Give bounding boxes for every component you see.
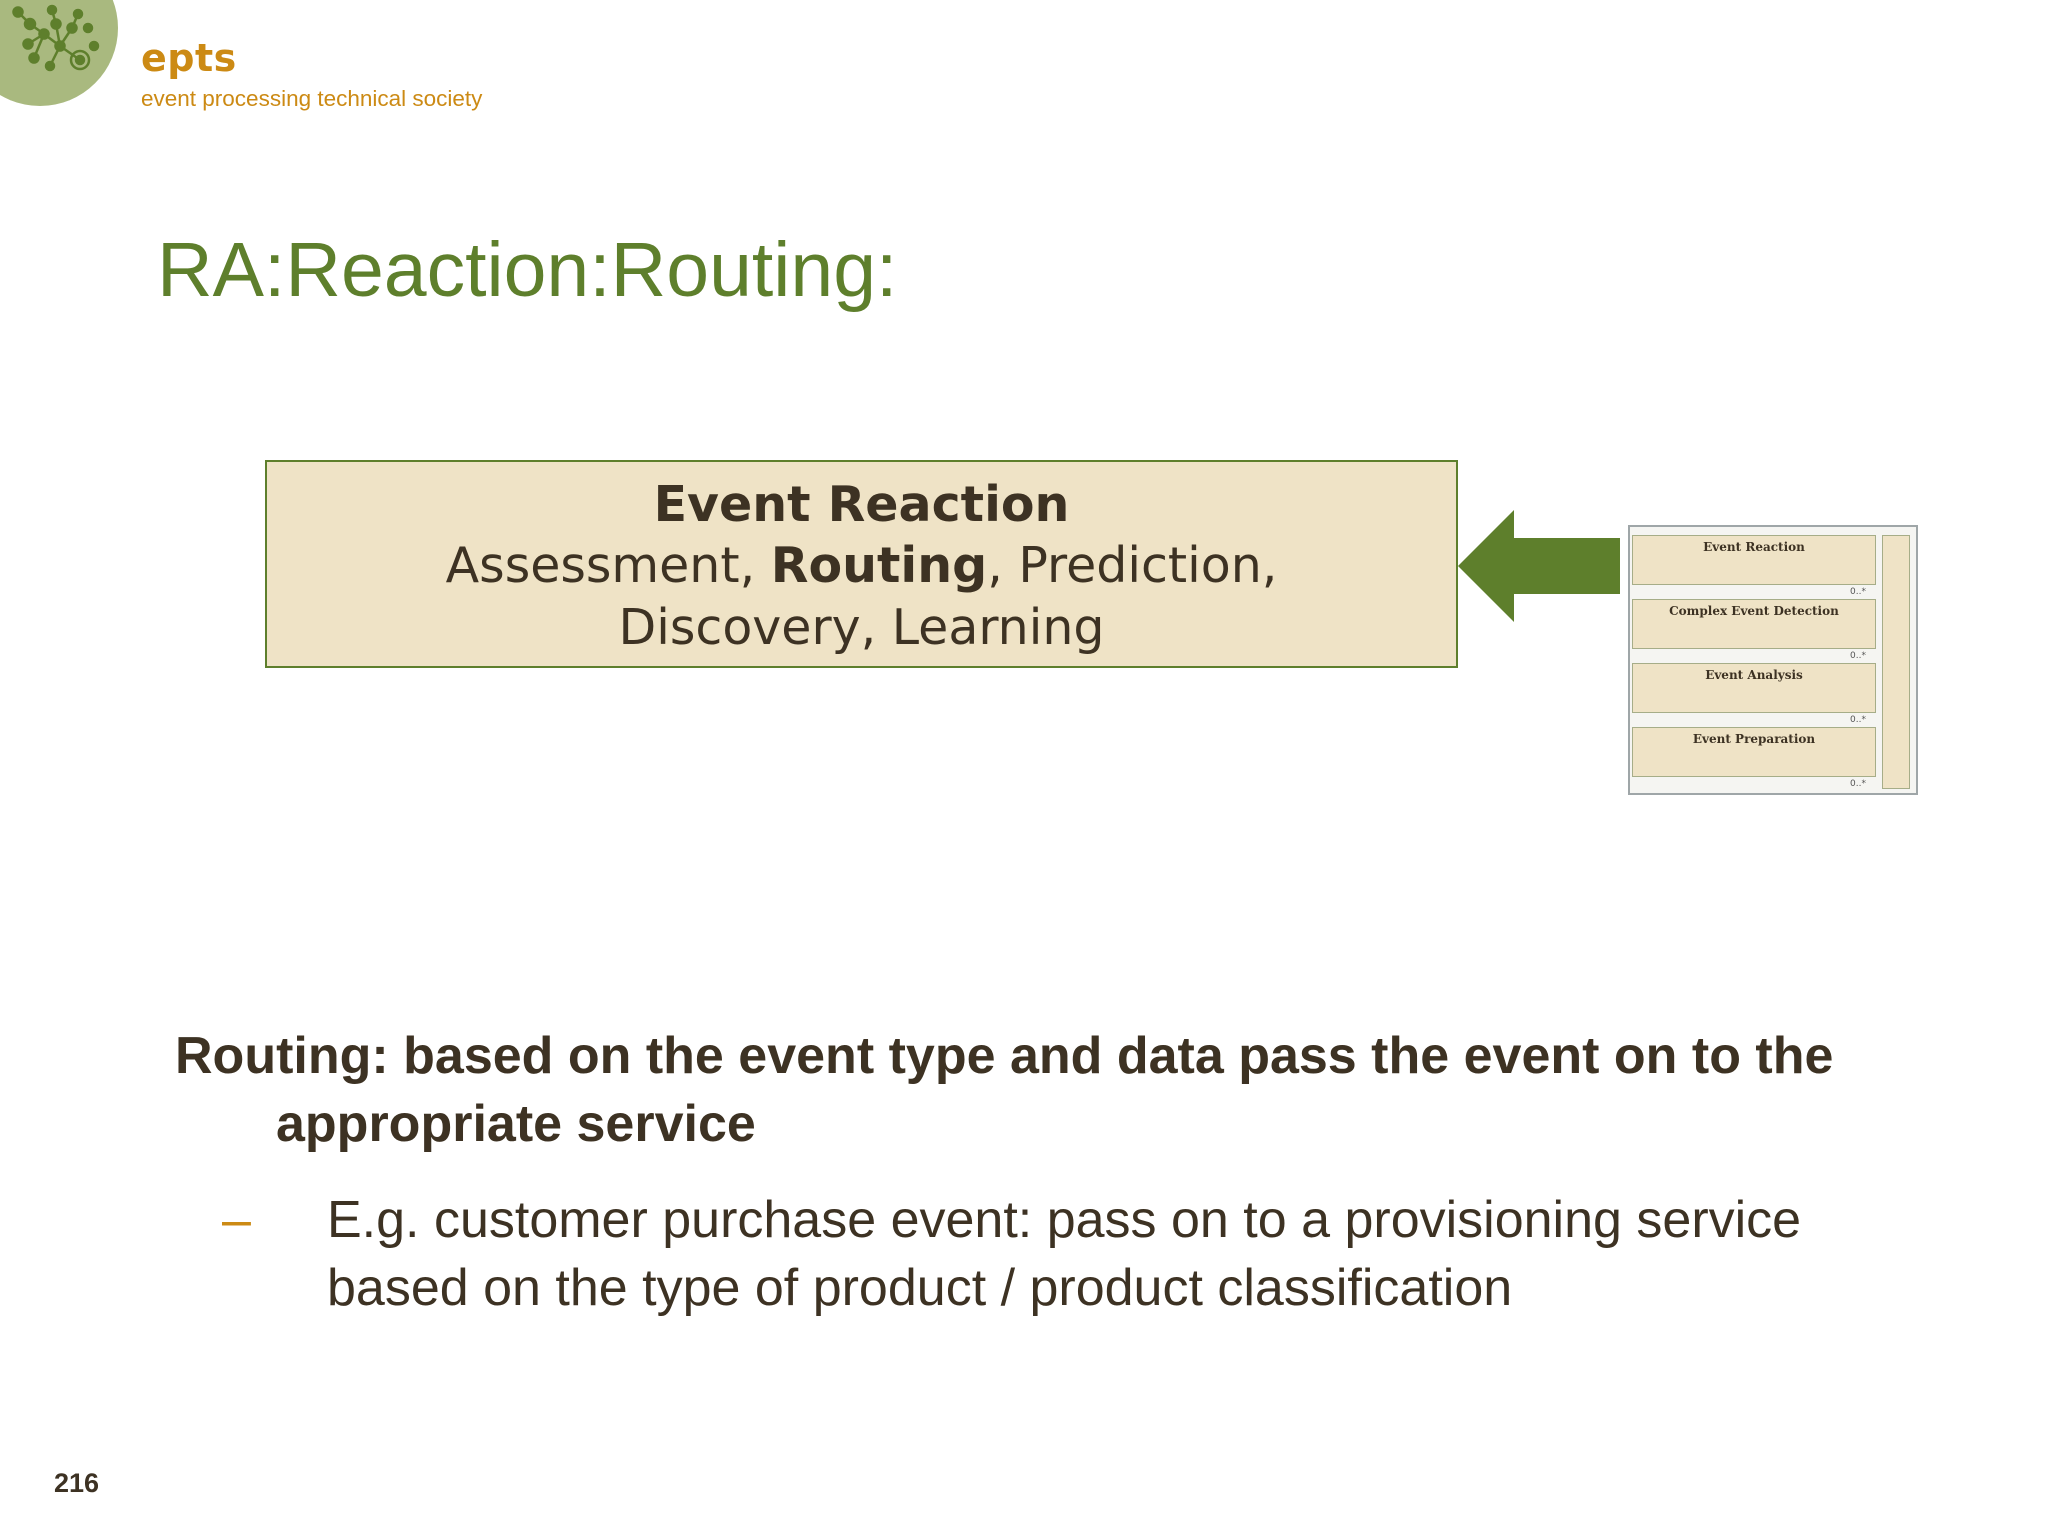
- brand-tagline: event processing technical society: [141, 86, 483, 111]
- event-reaction-box: [265, 460, 1458, 668]
- reaction-functions-line-1: [267, 535, 1456, 597]
- sub-bullet-marker: –: [222, 1191, 251, 1249]
- brand-name: epts: [141, 36, 237, 80]
- reaction-function-routing: Routing: [770, 537, 988, 594]
- reaction-function-text: Assessment,: [445, 537, 771, 594]
- page-number: 216: [54, 1468, 100, 1498]
- layer-multiplicity: 0..*: [1850, 587, 1866, 597]
- event-reaction-title: Event Reaction: [653, 476, 1070, 533]
- layer-event-analysis: Event Analysis: [1632, 663, 1876, 713]
- main-bullet: Routing: based on the event type and data pass the event on to the appropriate service: [175, 1027, 1834, 1153]
- layer-multiplicity: 0..*: [1850, 715, 1866, 725]
- thumbnail-side-bar: [1882, 535, 1910, 789]
- layer-complex-event-detection: Complex Event Detection: [1632, 599, 1876, 649]
- layer-multiplicity: 0..*: [1850, 779, 1866, 789]
- layer-multiplicity: 0..*: [1850, 651, 1866, 661]
- layer-event-preparation: Event Preparation: [1632, 727, 1876, 777]
- reaction-functions-line-2: Discovery, Learning: [618, 599, 1105, 656]
- epts-logo: [0, 0, 120, 106]
- reaction-function-text: , Prediction,: [987, 537, 1278, 594]
- layer-event-reaction: Event Reaction: [1632, 535, 1876, 585]
- left-arrow-icon: [1458, 510, 1620, 622]
- architecture-thumbnail: [1628, 525, 1918, 795]
- slide-title: RA:Reaction:Routing:: [157, 227, 898, 313]
- sub-bullet: E.g. customer purchase event: pass on to a provisioning service based on the type of product / product classification: [327, 1191, 1802, 1317]
